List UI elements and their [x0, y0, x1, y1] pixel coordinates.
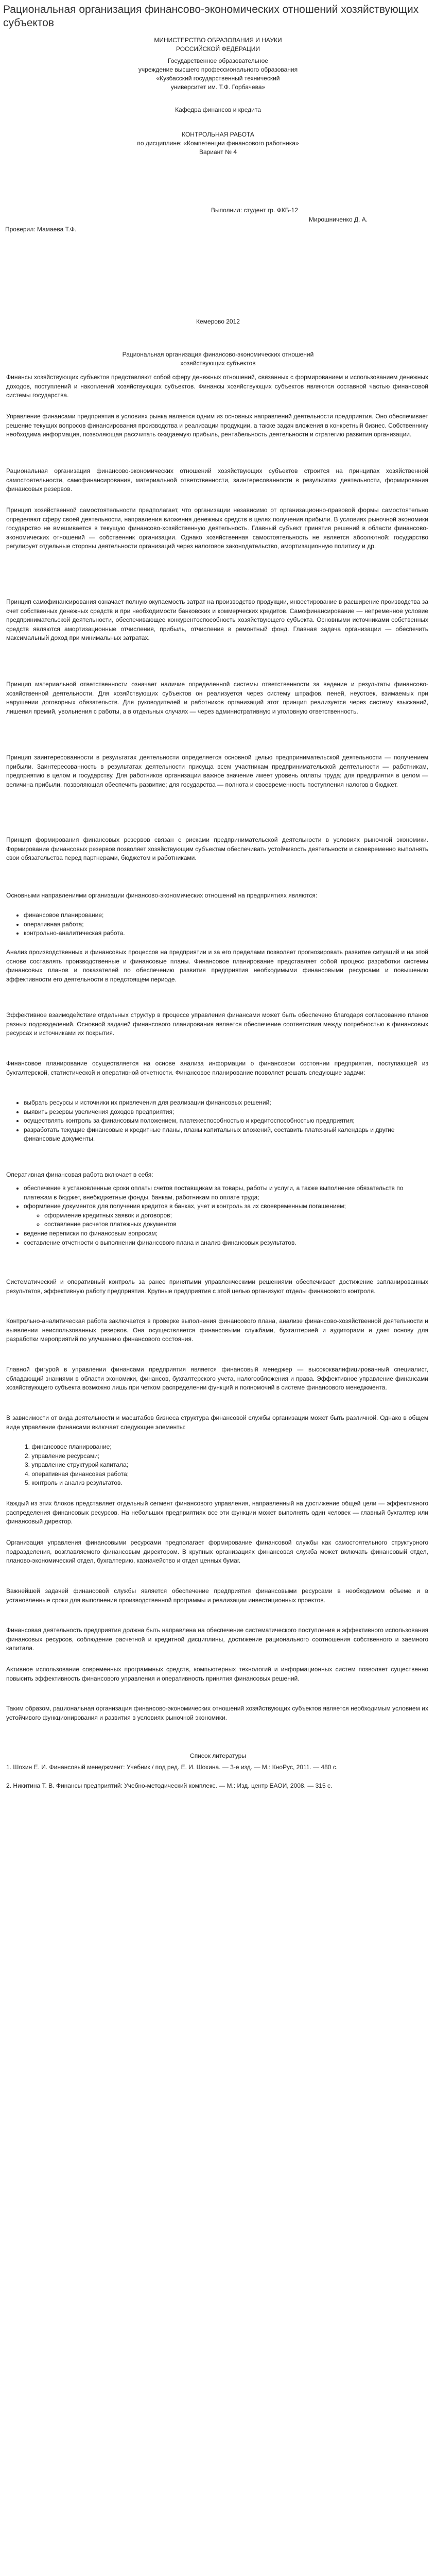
- organization-directions-list: [16, 911, 430, 938]
- paragraph: Принцип заинтересованности в результатах деятельности определяется основной целью предпринимательской деятельности — получением прибыли. Заинтересованность в результатах деятельности присуща всем участникам предпринимательской деятельности — работникам, предприятию в целом и государству. Для работников организации важное значение имеет уровень оплаты труда; для предприятия в целом — величина прибыли, позволяющая обеспечить развитие; для государства — полнота и своевременность поступления налогов в бюджет.: [6, 754, 428, 788]
- sub-list: [24, 1211, 430, 1229]
- checked-by-label: Проверил: Мамаева Т.Ф.: [5, 226, 77, 233]
- paragraph: Финансы хозяйствующих субъектов представляют собой сферу денежных отношений, связанных с формированием и использованием денежных доходов, поступлений и накоплений хозяйствующих субъектов. Финансы хозяйствующих субъектов являются составной частью финансовой системы государства.: [6, 374, 428, 399]
- department-label: Кафедра финансов и кредита: [175, 106, 261, 113]
- paragraph: Принцип формирования финансовых резервов связан с рисками предпринимательской деятельности в условиях рыночной экономики. Формирование финансовых резервов позволяет хозяйствующим субъектам обеспечивать устойчивость деятельности и своевременно выполнять свои обязательства перед партнерами, бюджетом и работниками.: [6, 836, 428, 862]
- student-name: Мирошниченко Д. А.: [309, 216, 368, 223]
- discipline-label: по дисциплине: «Компетенции финансового работника»: [137, 140, 299, 147]
- paragraph: Принцип хозяйственной самостоятельности предполагает, что организации независимо от организационно-правовой формы самостоятельно определяют сферу своей деятельности, направления вложения денежных средств в целях получения прибыли. В условиях рыночной экономики государство не вмешивается в текущую финансово-хозяйственную деятельность. Главный субъект принятия решений в области финансово-экономических отношений — собственник организации. Однако хозяйственная самостоятельность не является абсолютной: государство регулирует отдельные стороны деятельности организаций через налоговое законодательство, амортизационную политику и др.: [6, 506, 428, 550]
- paragraph: Анализ производственных и финансовых процессов на предприятии и за его пределами позволяет прогнозировать развитие ситуаций и на этой основе составлять производственные и финансовые планы. Финансовое планирование представляет собой процесс разработки системы финансовых планов и показателей по обеспечению развития предприятия необходимыми финансовыми ресурсами и повышению эффективности его деятельности в предстоящем периоде.: [6, 948, 428, 983]
- performed-by-label: Выполнил: студент гр. ФКБ-12: [211, 207, 298, 214]
- paragraph: Активное использование современных программных средств, компьютерных технологий и информационных систем позволяет существенно повысить эффективность финансового управления и оперативность принятия финансовых решений.: [6, 1666, 428, 1682]
- variant-label: Вариант № 4: [199, 148, 237, 156]
- list-item: • выбрать ресурсы и источники их привлечения для реализации финансовых решений;: [24, 1098, 430, 1108]
- list-item: • разработать текущие финансовые и кредитные планы, планы капитальных вложений, составить платежный календарь и другие финансовые документы.: [24, 1126, 430, 1144]
- document-title: Рациональная организация финансово-экономических отношений хозяйствующих субъектов: [3, 4, 419, 29]
- list-item: 5. контроль и анализ результатов.: [25, 1479, 123, 1487]
- list-item: • осуществлять контроль за финансовым положением, платежеспособностью и кредитоспособностью предприятия;: [24, 1116, 430, 1126]
- reference-item: 1. Шохин Е. И. Финансовый менеджмент: Учебник / под ред. Е. И. Шохина. — 3-е изд. — М.: КноРус, 2011. — 480 с.: [6, 1764, 338, 1771]
- institution-line-2: учреждение высшего профессионального образования: [138, 66, 298, 73]
- work-type-heading: КОНТРОЛЬНАЯ РАБОТА: [182, 131, 254, 138]
- institution-line-3: «Кузбасский государственный технический: [156, 75, 280, 82]
- institution-line-1: Государственное образовательное: [168, 57, 268, 64]
- paragraph: Каждый из этих блоков представляет отдельный сегмент финансового управления, направленный на достижение общей цели — эффективного распределения финансовых ресурсов. На небольших предприятиях все эти функции может выполнять один человек — главный бухгалтер или финансовый директор.: [6, 1500, 428, 1526]
- management-elements-list: [16, 1443, 431, 1488]
- paragraph: Важнейшей задачей финансовой службы является обеспечение предприятия финансовыми ресурсами в необходимом объеме и в установленные сроки для выполнения производственной программы и реализации инвестиционных проектов.: [6, 1587, 428, 1604]
- list-item: • оперативная работа;: [24, 920, 430, 929]
- paragraph: Основными направлениями организации финансово-экономических отношений на предприятиях являются:: [6, 892, 318, 899]
- paragraph: Рациональная организация финансово-экономических отношений хозяйствующих субъектов строится на принципах хозяйственной самостоятельности, самофинансирования, материальной ответственности, заинтересованности в результатах деятельности, формирования финансовых резервов.: [6, 467, 428, 493]
- paragraph: Принцип самофинансирования означает полную окупаемость затрат на производство продукции, инвестирование в расширение производства за счет собственных денежных средств и при необходимости банковских и коммерческих кредитов. Самофинансирование — непременное условие предпринимательской деятельности, обеспечивающее конкурентоспособность хозяйствующего субъекта. Основными источниками собственных средств являются амортизационные отчисления, прибыль, отчисления в ремонтный фонд. Главная задача организации — обеспечить максимальный доход при минимальных затратах.: [6, 598, 428, 642]
- paragraph: Организация управления финансовыми ресурсами предполагает формирование финансовой службы как самостоятельного структурного подразделения, возглавляемого финансовым директором. В крупных организациях финансовая служба может включать финансовый отдел, планово-экономический отдел, бухгалтерию, казначейство и отдел ценных бумаг.: [6, 1539, 428, 1565]
- list-item: 2. управление ресурсами;: [25, 1452, 100, 1460]
- paragraph: Оперативная финансовая работа включает в себя:: [6, 1171, 153, 1178]
- sub-list-item: ◦ составление расчетов платежных документов: [44, 1220, 430, 1229]
- institution-line-4: университет им. Т.Ф. Горбачева»: [170, 83, 266, 91]
- paragraph: Финансовое планирование осуществляется на основе анализа информации о финансовом состоянии предприятия, поступающей из бухгалтерской, статистической и оперативной отчетности. Финансовое планирование позволяет решать следующие задачи:: [6, 1060, 428, 1076]
- planning-tasks-list: [16, 1098, 430, 1144]
- list-item: • контрольно-аналитическая работа.: [24, 929, 430, 938]
- paragraph: Управление финансами предприятия в условиях рынка является одним из основных направлений деятельности предприятия. Оно обеспечивает решение текущих вопросов финансирования производства и реализации продукции, а также задач вложения в конкретный бизнес. Собственнику необходима информация, позволяющая рассчитать ожидаемую прибыль, рентабельность деятельности и стратегию развития организации.: [6, 413, 428, 438]
- list-item: 4. оперативная финансовая работа;: [25, 1470, 129, 1478]
- references-title: Список литературы: [190, 1752, 246, 1759]
- section-title-line-2: хозяйствующих субъектов: [180, 360, 256, 367]
- paragraph: Главной фигурой в управлении финансами предприятия является финансовый менеджер — высококвалифицированный специалист, обладающий знаниями в области экономики, финансов, бухгалтерского учета, налогообложения и права. Эффективное управление финансами хозяйствующего субъекта возможно лишь при четком распределении функций и полномочий в системе финансового менеджмента.: [6, 1366, 428, 1392]
- sub-list-item: ◦ оформление кредитных заявок и договоров;: [44, 1211, 430, 1221]
- city-year: Кемерово 2012: [196, 318, 240, 325]
- paragraph: Принцип материальной ответственности означает наличие определенной системы ответственности за ведение и результаты финансово-хозяйственной деятельности. Для хозяйствующих субъектов он реализуется через систему штрафов, пеней, неустоек, взимаемых при нарушении договорных обязательств. Для руководителей и работников организаций этот принцип реализуется через систему взысканий, лишения премий, увольнения с работы, а в отдельных случаях — через административную и уголовную ответственность.: [6, 681, 428, 715]
- list-item: • оформление документов для получения кредитов в банках, учет и контроль за их своевременным погашением; ◦ оформление кредитных заявок и договоров; ◦ составление расчетов платежных документов: [24, 1202, 430, 1229]
- list-item: • выявить резервы увеличения доходов предприятия;: [24, 1108, 430, 1117]
- list-item: • ведение переписки по финансовым вопросам;: [24, 1229, 430, 1239]
- ministry-line-1: МИНИСТЕРСТВО ОБРАЗОВАНИЯ И НАУКИ: [154, 37, 282, 44]
- paragraph: Контрольно-аналитическая работа заключается в проверке выполнения финансового плана, анализе финансово-хозяйственной деятельности и выявлении неиспользованных резервов. Она осуществляется финансовыми службами, бухгалтерией и аудиторами и дает основу для разработки мероприятий по улучшению финансового состояния.: [6, 1317, 428, 1343]
- list-item: • финансовое планирование;: [24, 911, 430, 920]
- section-title-line-1: Рациональная организация финансово-экономических отношений: [122, 351, 314, 358]
- ministry-line-2: РОССИЙСКОЙ ФЕДЕРАЦИИ: [176, 45, 260, 53]
- list-item: 1. финансовое планирование;: [25, 1443, 112, 1450]
- paragraph: Таким образом, рациональная организация финансово-экономических отношений хозяйствующих субъектов является необходимым условием их устойчивого функционирования и развития в условиях рыночной экономики.: [6, 1705, 428, 1721]
- list-item: • обеспечение в установленные сроки оплаты счетов поставщикам за товары, работы и услуги, а также выполнение обязательств по платежам в бюджет, внебюджетные фонды, банкам, работникам по оплате труда;: [24, 1184, 430, 1202]
- list-item: 3. управление структурой капитала;: [25, 1461, 129, 1469]
- operative-work-list: [16, 1184, 430, 1247]
- reference-item: 2. Никитина Т. В. Финансы предприятий: Учебно-методический комплекс. — М.: Изд. центр ЕАОИ, 2008. — 315 с.: [6, 1782, 333, 1789]
- paragraph: В зависимости от вида деятельности и масштабов бизнеса структура финансовой службы организации может быть различной. Однако в общем виде управление финансами включает следующие элементы:: [6, 1414, 428, 1431]
- paragraph: Систематический и оперативный контроль за ранее принятыми управленческими решениями обеспечивает достижение запланированных результатов, эффективную работу предприятия. Крупные предприятия с этой целью организуют отделы финансового контроля.: [6, 1278, 428, 1295]
- list-item: • составление отчетности о выполнении финансового плана и анализ финансовых результатов.: [24, 1239, 430, 1248]
- paragraph: Эффективное взаимодействие отдельных структур в процессе управления финансами может быть обеспечено благодаря согласованию планов разных подразделений. Основной задачей финансового планирования является обеспечение соответствия между потребностью в финансовых ресурсах и источниками их покрытия.: [6, 1011, 428, 1037]
- paragraph: Финансовая деятельность предприятия должна быть направлена на обеспечение систематического поступления и эффективного использования финансовых ресурсов, соблюдение расчетной и кредитной дисциплины, достижение рационального соотношения собственного и заемного капитала.: [6, 1626, 428, 1652]
